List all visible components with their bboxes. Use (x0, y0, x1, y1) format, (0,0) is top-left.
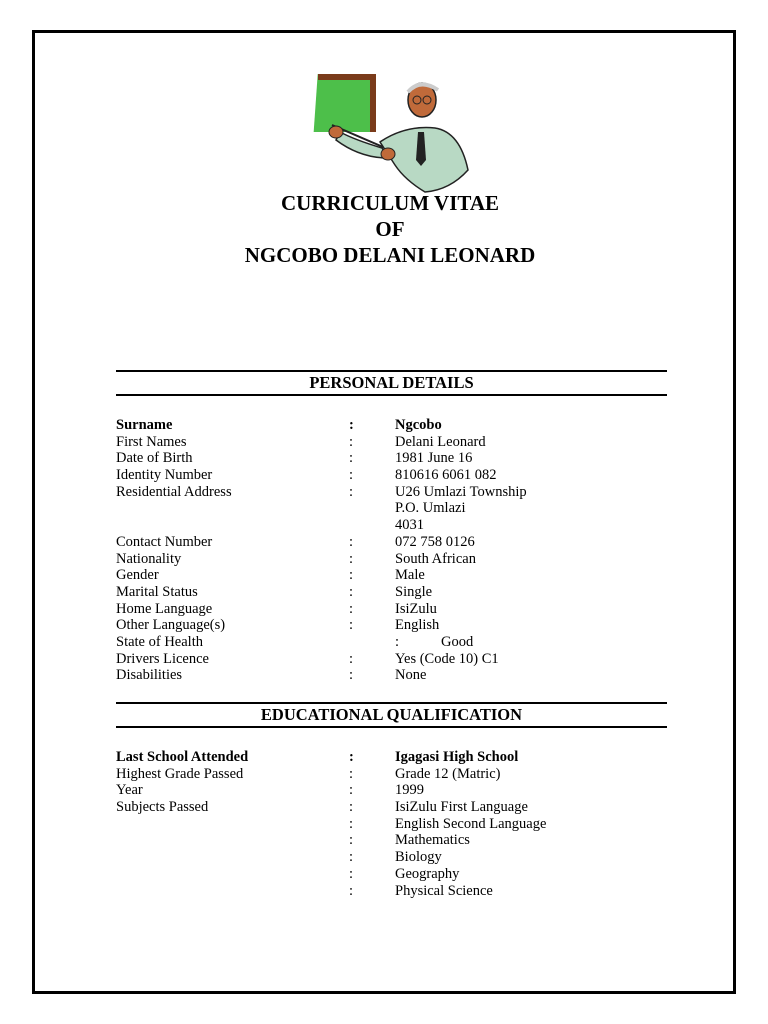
list-item (116, 517, 676, 534)
field-colon: : (349, 849, 354, 866)
list-item (116, 534, 676, 551)
field-label: Surname (116, 417, 173, 433)
field-label: Date of Birth (116, 450, 193, 467)
list-item (116, 816, 676, 833)
field-label: Drivers Licence (116, 650, 209, 667)
field-value: Biology (395, 849, 442, 866)
field-colon: : (349, 417, 354, 433)
field-label: Residential Address (116, 483, 232, 500)
field-label: Highest Grade Passed (116, 765, 244, 782)
list-item (116, 584, 676, 601)
field-colon: : (349, 815, 354, 832)
field-colon: : (349, 832, 354, 849)
personal-details-heading: PERSONAL DETAILS (116, 370, 667, 396)
field-colon: : (349, 533, 354, 550)
field-colon: : (349, 650, 354, 667)
field-colon: : (349, 799, 354, 816)
field-label: Other Language(s) (116, 617, 226, 634)
field-value: 4031 (395, 517, 424, 534)
field-label: Nationality (116, 550, 182, 567)
field-colon: : (349, 450, 354, 467)
list-item (116, 866, 676, 883)
list-item (116, 749, 676, 766)
field-value: Good (441, 633, 474, 650)
field-value: IsiZulu First Language (395, 799, 528, 816)
field-value: P.O. Umlazi (395, 500, 466, 517)
title-line-1: CURRICULUM VITAE (281, 191, 499, 215)
field-value: IsiZulu (395, 600, 437, 617)
field-colon: : (349, 865, 354, 882)
field-colon: : (349, 765, 354, 782)
field-colon: : (349, 749, 354, 765)
field-colon: : (349, 583, 354, 600)
field-value: 810616 6061 082 (395, 467, 497, 484)
field-label: Disabilities (116, 667, 183, 684)
field-value: 1999 (395, 782, 424, 799)
list-item (116, 484, 676, 501)
list-item (116, 417, 676, 434)
field-value: Igagasi High School (395, 749, 519, 765)
education-heading: EDUCATIONAL QUALIFICATION (116, 702, 667, 728)
list-item (116, 567, 676, 584)
field-label: Marital Status (116, 583, 198, 600)
list-item (116, 849, 676, 866)
field-colon: : (349, 467, 354, 484)
field-label: Gender (116, 567, 159, 584)
list-item (116, 467, 676, 484)
field-value: Male (395, 567, 425, 584)
field-colon: : (349, 782, 354, 799)
field-label: Year (116, 782, 143, 799)
teacher-clipart-icon (310, 70, 475, 195)
list-item (116, 434, 676, 451)
education-list (116, 749, 676, 899)
list-item (116, 450, 676, 467)
field-label: Last School Attended (116, 749, 249, 765)
field-colon: : (349, 600, 354, 617)
list-item (116, 601, 676, 618)
field-value: Grade 12 (Matric) (395, 765, 501, 782)
field-value: Delani Leonard (395, 433, 486, 450)
field-label: First Names (116, 433, 187, 450)
list-item (116, 799, 676, 816)
field-value: Ngcobo (395, 417, 442, 433)
list-item (116, 883, 676, 900)
field-label: Home Language (116, 600, 213, 617)
field-value: Yes (Code 10) C1 (395, 650, 499, 667)
list-item (116, 500, 676, 517)
list-item (116, 617, 676, 634)
field-label: Identity Number (116, 467, 213, 484)
list-item (116, 667, 676, 684)
list-item (116, 782, 676, 799)
list-item (116, 651, 676, 668)
list-item (116, 551, 676, 568)
field-colon: : (349, 567, 354, 584)
field-label: Contact Number (116, 533, 213, 550)
field-colon: : (349, 483, 354, 500)
title-block (0, 190, 768, 268)
title-line-2: OF (375, 217, 405, 241)
field-value: South African (395, 550, 476, 567)
field-colon: : (395, 633, 400, 650)
field-value: None (395, 667, 427, 684)
field-value: Physical Science (395, 882, 493, 899)
field-colon: : (349, 550, 354, 567)
field-value: 072 758 0126 (395, 533, 475, 550)
title-line-3: NGCOBO DELANI LEONARD (244, 243, 536, 267)
field-value: 1981 June 16 (395, 450, 473, 467)
field-label: State of Health (116, 633, 203, 650)
field-colon: : (349, 433, 354, 450)
field-value: U26 Umlazi Township (395, 483, 527, 500)
field-value: Single (395, 583, 433, 600)
field-value: Mathematics (395, 832, 470, 849)
field-colon: : (349, 617, 354, 634)
field-colon: : (349, 882, 354, 899)
field-value: English Second Language (395, 815, 547, 832)
list-item (116, 832, 676, 849)
field-value: Geography (395, 865, 460, 882)
list-item (116, 766, 676, 783)
field-colon: : (349, 667, 354, 684)
field-value: English (395, 617, 440, 634)
field-label: Subjects Passed (116, 799, 209, 816)
list-item (116, 634, 676, 651)
personal-details-list (116, 417, 676, 684)
